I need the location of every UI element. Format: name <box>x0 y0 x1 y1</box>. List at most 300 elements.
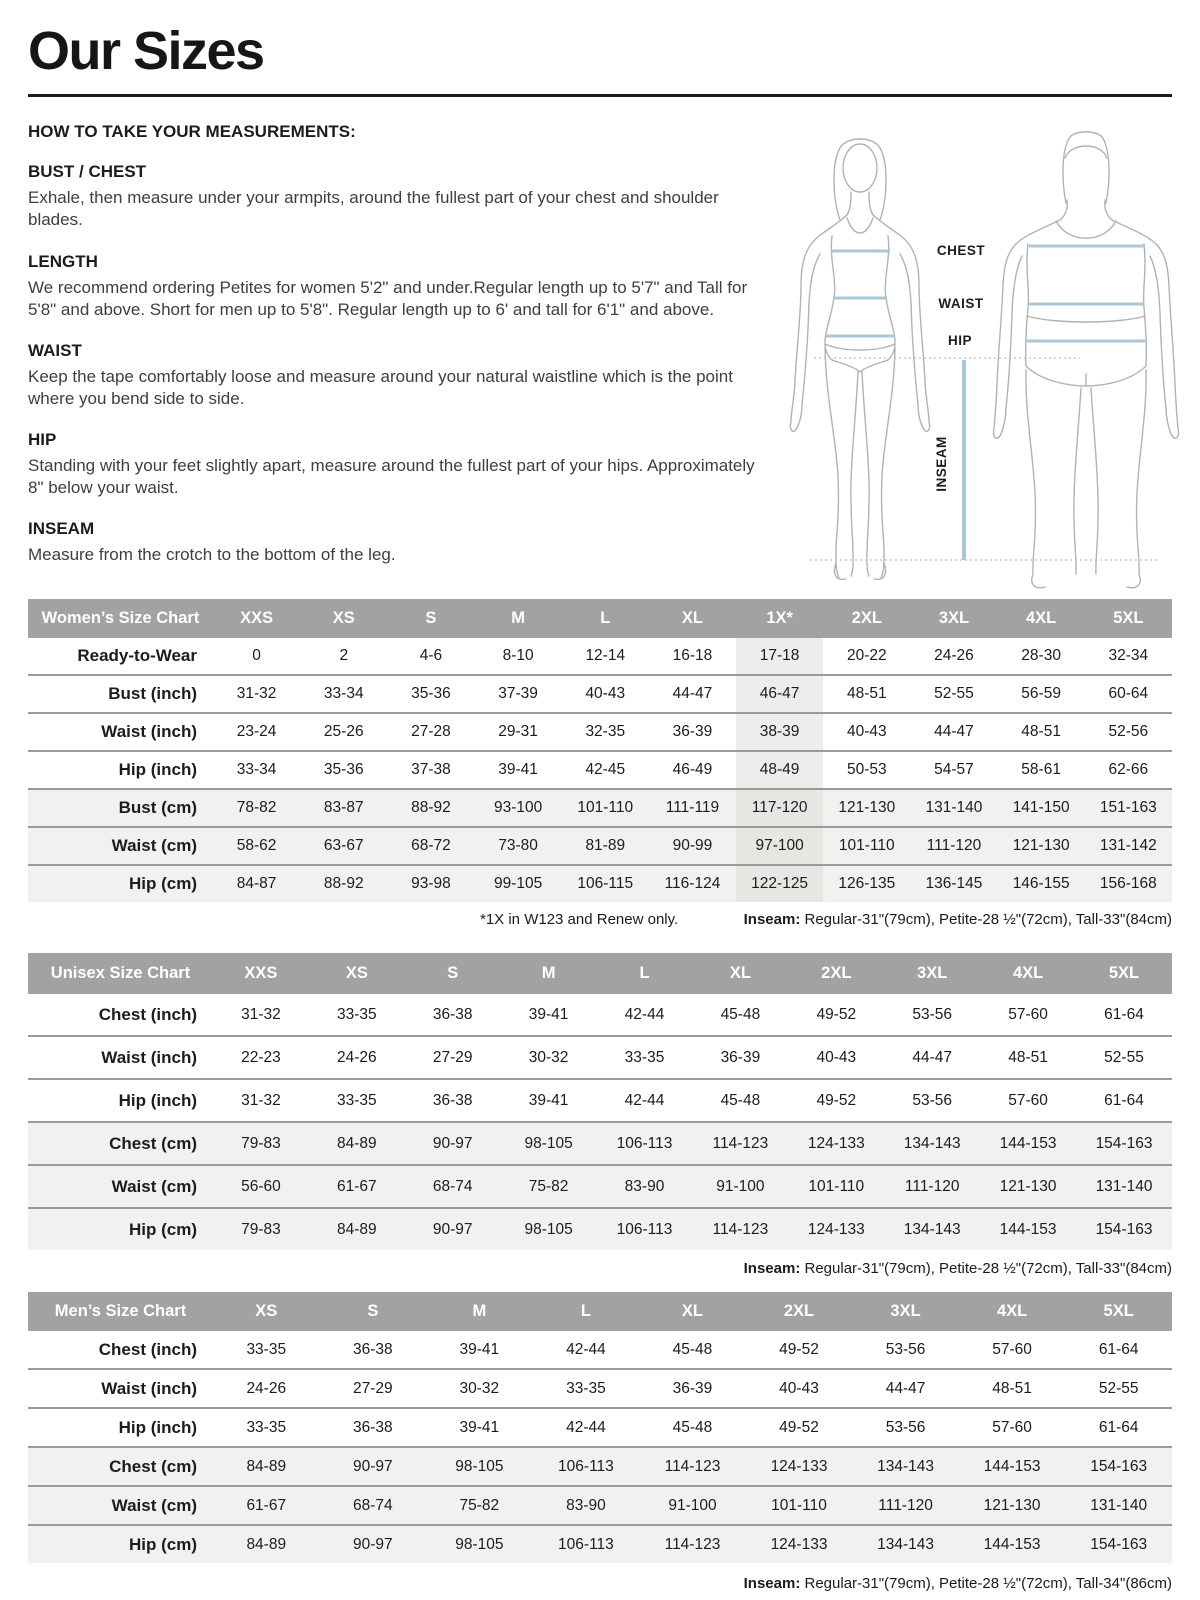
size-table-row <box>28 789 1172 827</box>
size-value-cell: 146-155 <box>998 865 1085 902</box>
size-value-cell: 36-38 <box>405 994 501 1036</box>
size-value-cell: 35-36 <box>300 751 387 789</box>
size-value-cell: 134-143 <box>852 1447 959 1486</box>
size-value-cell: 61-64 <box>1065 1408 1172 1447</box>
size-value-cell: 25-26 <box>300 713 387 751</box>
size-row-label: Hip (cm) <box>28 1525 213 1563</box>
size-value-cell: 53-56 <box>884 994 980 1036</box>
size-value-cell: 131-140 <box>1076 1165 1172 1208</box>
size-value-cell: 121-130 <box>998 827 1085 865</box>
size-value-cell: 28-30 <box>998 638 1085 675</box>
size-value-cell: 46-49 <box>649 751 736 789</box>
size-column-header: 2XL <box>746 1292 853 1331</box>
size-value-cell: 48-51 <box>980 1036 1076 1079</box>
size-value-cell: 31-32 <box>213 994 309 1036</box>
size-value-cell: 56-60 <box>213 1165 309 1208</box>
size-value-cell: 31-32 <box>213 675 300 713</box>
size-column-header: 2XL <box>788 953 884 994</box>
size-value-cell: 53-56 <box>852 1331 959 1369</box>
size-value-cell: 49-52 <box>746 1331 853 1369</box>
size-value-cell: 98-105 <box>426 1525 533 1563</box>
size-table-row <box>28 1036 1172 1079</box>
size-table-row <box>28 1079 1172 1122</box>
size-value-cell: 48-51 <box>959 1369 1066 1408</box>
size-value-cell: 131-142 <box>1085 827 1172 865</box>
size-value-cell: 144-153 <box>959 1447 1066 1486</box>
size-value-cell: 117-120 <box>736 789 823 827</box>
size-value-cell: 98-105 <box>426 1447 533 1486</box>
size-row-label: Waist (cm) <box>28 1165 213 1208</box>
size-value-cell: 154-163 <box>1065 1525 1172 1563</box>
size-row-label: Waist (inch) <box>28 1036 213 1079</box>
size-row-label: Waist (inch) <box>28 713 213 751</box>
size-value-cell: 106-113 <box>597 1208 693 1250</box>
footnote-inseam <box>744 911 1172 928</box>
size-value-cell: 24-26 <box>213 1369 320 1408</box>
size-value-cell: 84-87 <box>213 865 300 902</box>
size-value-cell: 44-47 <box>649 675 736 713</box>
size-value-cell: 106-113 <box>533 1447 640 1486</box>
size-value-cell: 52-55 <box>1076 1036 1172 1079</box>
size-value-cell: 61-64 <box>1076 1079 1172 1122</box>
size-value-cell: 39-41 <box>426 1331 533 1369</box>
size-value-cell: 33-35 <box>309 994 405 1036</box>
footnote-inseam-label: Inseam: <box>743 1260 801 1278</box>
size-column-header: 5XL <box>1085 599 1172 638</box>
size-value-cell: 79-83 <box>213 1208 309 1250</box>
men-size-chart-section <box>28 1292 1172 1592</box>
size-row-label: Bust (inch) <box>28 675 213 713</box>
size-value-cell: 106-113 <box>597 1122 693 1165</box>
size-value-cell: 40-43 <box>746 1369 853 1408</box>
size-row-label: Waist (cm) <box>28 1486 213 1525</box>
size-value-cell: 111-120 <box>852 1486 959 1525</box>
size-value-cell: 78-82 <box>213 789 300 827</box>
woman-outline <box>790 139 929 579</box>
size-column-header: XL <box>649 599 736 638</box>
measurement-figure <box>768 108 1192 590</box>
size-value-cell: 101-110 <box>562 789 649 827</box>
men-size-table <box>28 1292 1172 1563</box>
size-value-cell: 111-119 <box>649 789 736 827</box>
size-value-cell: 49-52 <box>746 1408 853 1447</box>
size-row-label: Hip (inch) <box>28 751 213 789</box>
size-column-header: 3XL <box>852 1292 959 1331</box>
footnote-inseam-text: Regular-31"(79cm), Petite-28 ½"(72cm), Tall-33"(84cm) <box>800 911 1172 929</box>
footnote-inseam-text: Regular-31"(79cm), Petite-28 ½"(72cm), Tall-33"(84cm) <box>800 1260 1172 1278</box>
size-value-cell: 101-110 <box>788 1165 884 1208</box>
size-value-cell: 27-29 <box>405 1036 501 1079</box>
size-value-cell: 37-39 <box>475 675 562 713</box>
size-table-row <box>28 1369 1172 1408</box>
size-value-cell: 24-26 <box>910 638 997 675</box>
size-table-row <box>28 1447 1172 1486</box>
size-value-cell: 42-44 <box>533 1331 640 1369</box>
size-value-cell: 136-145 <box>910 865 997 902</box>
size-value-cell: 126-135 <box>823 865 910 902</box>
size-table-row <box>28 1122 1172 1165</box>
size-value-cell: 151-163 <box>1085 789 1172 827</box>
size-table-row <box>28 994 1172 1036</box>
size-column-header: 3XL <box>884 953 980 994</box>
size-value-cell: 36-39 <box>639 1369 746 1408</box>
size-column-header: 5XL <box>1065 1292 1172 1331</box>
size-value-cell: 134-143 <box>884 1208 980 1250</box>
size-value-cell: 84-89 <box>309 1208 405 1250</box>
chest-label: CHEST <box>936 243 986 258</box>
size-value-cell: 131-140 <box>1065 1486 1172 1525</box>
size-table-row <box>28 638 1172 675</box>
size-value-cell: 52-55 <box>910 675 997 713</box>
size-value-cell: 90-97 <box>320 1525 427 1563</box>
size-column-header: L <box>597 953 693 994</box>
size-row-label: Hip (cm) <box>28 1208 213 1250</box>
size-value-cell: 111-120 <box>884 1165 980 1208</box>
size-value-cell: 84-89 <box>213 1447 320 1486</box>
size-value-cell: 33-35 <box>213 1408 320 1447</box>
size-value-cell: 144-153 <box>959 1525 1066 1563</box>
size-value-cell: 30-32 <box>426 1369 533 1408</box>
size-value-cell: 52-56 <box>1085 713 1172 751</box>
size-value-cell: 154-163 <box>1076 1122 1172 1165</box>
size-value-cell: 141-150 <box>998 789 1085 827</box>
size-row-label: Ready-to-Wear <box>28 638 213 675</box>
size-value-cell: 22-23 <box>213 1036 309 1079</box>
size-value-cell: 134-143 <box>852 1525 959 1563</box>
size-row-label: Chest (cm) <box>28 1447 213 1486</box>
section-heading: INSEAM <box>28 519 95 539</box>
page-title: Our Sizes <box>28 21 264 81</box>
table-header-row <box>28 1292 1172 1331</box>
size-value-cell: 88-92 <box>300 865 387 902</box>
size-value-cell: 114-123 <box>692 1208 788 1250</box>
size-value-cell: 33-34 <box>300 675 387 713</box>
size-value-cell: 32-34 <box>1085 638 1172 675</box>
size-value-cell: 131-140 <box>910 789 997 827</box>
size-value-cell: 57-60 <box>980 1079 1076 1122</box>
size-value-cell: 44-47 <box>852 1369 959 1408</box>
size-column-header: 4XL <box>998 599 1085 638</box>
size-value-cell: 106-113 <box>533 1525 640 1563</box>
size-value-cell: 48-51 <box>823 675 910 713</box>
size-value-cell: 114-123 <box>639 1447 746 1486</box>
size-value-cell: 54-57 <box>910 751 997 789</box>
women-size-chart-section <box>28 599 1172 928</box>
size-value-cell: 36-39 <box>649 713 736 751</box>
section-heading: HIP <box>28 429 57 449</box>
section-body: Measure from the crotch to the bottom of the leg. <box>28 545 396 565</box>
size-value-cell: 61-64 <box>1076 994 1172 1036</box>
size-column-header: XL <box>639 1292 746 1331</box>
size-value-cell: 27-29 <box>320 1369 427 1408</box>
size-column-header: S <box>320 1292 427 1331</box>
size-value-cell: 111-120 <box>910 827 997 865</box>
size-value-cell: 39-41 <box>426 1408 533 1447</box>
size-value-cell: 17-18 <box>736 638 823 675</box>
size-value-cell: 38-39 <box>736 713 823 751</box>
inseam-label: INSEAM <box>934 436 949 492</box>
size-value-cell: 91-100 <box>639 1486 746 1525</box>
size-value-cell: 53-56 <box>852 1408 959 1447</box>
size-value-cell: 101-110 <box>746 1486 853 1525</box>
size-value-cell: 84-89 <box>213 1525 320 1563</box>
size-value-cell: 90-97 <box>405 1122 501 1165</box>
size-value-cell: 124-133 <box>788 1122 884 1165</box>
size-value-cell: 48-51 <box>998 713 1085 751</box>
size-value-cell: 98-105 <box>501 1122 597 1165</box>
size-value-cell: 58-62 <box>213 827 300 865</box>
size-table-row <box>28 1408 1172 1447</box>
table-title-cell: Women’s Size Chart <box>28 599 213 638</box>
size-value-cell: 42-45 <box>562 751 649 789</box>
size-value-cell: 81-89 <box>562 827 649 865</box>
size-value-cell: 33-35 <box>213 1331 320 1369</box>
size-value-cell: 39-41 <box>501 1079 597 1122</box>
section-body: Keep the tape comfortably loose and measure around your natural waistline which is the point where you bend side to side. <box>28 366 733 408</box>
size-value-cell: 68-72 <box>387 827 474 865</box>
size-value-cell: 36-38 <box>405 1079 501 1122</box>
size-value-cell: 101-110 <box>823 827 910 865</box>
size-value-cell: 88-92 <box>387 789 474 827</box>
size-value-cell: 63-67 <box>300 827 387 865</box>
size-value-cell: 33-35 <box>309 1079 405 1122</box>
size-value-cell: 4-6 <box>387 638 474 675</box>
size-value-cell: 83-87 <box>300 789 387 827</box>
body-diagram <box>768 108 1192 590</box>
size-column-header: XS <box>309 953 405 994</box>
size-value-cell: 45-48 <box>639 1331 746 1369</box>
size-column-header: 2XL <box>823 599 910 638</box>
size-value-cell: 31-32 <box>213 1079 309 1122</box>
size-table-row <box>28 675 1172 713</box>
size-value-cell: 124-133 <box>746 1447 853 1486</box>
size-value-cell: 124-133 <box>746 1525 853 1563</box>
size-table-row <box>28 865 1172 902</box>
size-value-cell: 134-143 <box>884 1122 980 1165</box>
size-value-cell: 42-44 <box>533 1408 640 1447</box>
size-value-cell: 73-80 <box>475 827 562 865</box>
size-value-cell: 68-74 <box>320 1486 427 1525</box>
size-value-cell: 46-47 <box>736 675 823 713</box>
size-value-cell: 114-123 <box>692 1122 788 1165</box>
size-value-cell: 40-43 <box>562 675 649 713</box>
size-value-cell: 121-130 <box>980 1165 1076 1208</box>
size-value-cell: 44-47 <box>884 1036 980 1079</box>
footnote-inseam-label: Inseam: <box>743 1575 801 1593</box>
unisex-size-chart-section <box>28 953 1172 1277</box>
size-value-cell: 29-31 <box>475 713 562 751</box>
section-body: We recommend ordering Petites for women 5'2" and under.Regular length up to 5'7" and Tall for 5'8" and above. Short for men up to 5'8". Regular length up to 6' and tall for 6'1" and above. <box>28 277 748 319</box>
size-value-cell: 0 <box>213 638 300 675</box>
size-row-label: Chest (cm) <box>28 1122 213 1165</box>
size-value-cell: 156-168 <box>1085 865 1172 902</box>
size-value-cell: 48-49 <box>736 751 823 789</box>
size-column-header: 4XL <box>959 1292 1066 1331</box>
size-value-cell: 27-28 <box>387 713 474 751</box>
size-value-cell: 40-43 <box>788 1036 884 1079</box>
size-value-cell: 33-35 <box>533 1369 640 1408</box>
size-value-cell: 36-39 <box>692 1036 788 1079</box>
section-heading: BUST / CHEST <box>28 162 147 182</box>
size-value-cell: 42-44 <box>597 994 693 1036</box>
unisex-table-footnote <box>28 1260 1172 1277</box>
size-value-cell: 45-48 <box>639 1408 746 1447</box>
size-value-cell: 83-90 <box>533 1486 640 1525</box>
size-row-label: Hip (inch) <box>28 1079 213 1122</box>
size-value-cell: 79-83 <box>213 1122 309 1165</box>
man-outline <box>994 132 1179 588</box>
size-value-cell: 49-52 <box>788 994 884 1036</box>
size-column-header: XS <box>213 1292 320 1331</box>
size-row-label: Chest (inch) <box>28 994 213 1036</box>
size-value-cell: 33-34 <box>213 751 300 789</box>
size-value-cell: 40-43 <box>823 713 910 751</box>
size-table-row <box>28 751 1172 789</box>
size-value-cell: 39-41 <box>475 751 562 789</box>
size-column-header: S <box>405 953 501 994</box>
size-value-cell: 16-18 <box>649 638 736 675</box>
size-value-cell: 53-56 <box>884 1079 980 1122</box>
size-value-cell: 116-124 <box>649 865 736 902</box>
size-column-header: XXS <box>213 599 300 638</box>
size-table-row <box>28 1486 1172 1525</box>
table-title-cell: Unisex Size Chart <box>28 953 213 994</box>
size-value-cell: 83-90 <box>597 1165 693 1208</box>
size-value-cell: 75-82 <box>426 1486 533 1525</box>
size-column-header: XXS <box>213 953 309 994</box>
women-table-footnote <box>28 911 1172 928</box>
size-row-label: Waist (inch) <box>28 1369 213 1408</box>
size-value-cell: 61-67 <box>309 1165 405 1208</box>
size-value-cell: 61-67 <box>213 1486 320 1525</box>
women-size-table <box>28 599 1172 902</box>
size-column-header: S <box>387 599 474 638</box>
footnote-inseam-label: Inseam: <box>743 911 801 929</box>
size-value-cell: 154-163 <box>1065 1447 1172 1486</box>
size-value-cell: 93-98 <box>387 865 474 902</box>
size-value-cell: 144-153 <box>980 1208 1076 1250</box>
section-body: Standing with your feet slightly apart, measure around the fullest part of your hips. Approximately 8" below your waist. <box>28 455 755 498</box>
waist-label: WAIST <box>938 296 984 311</box>
table-title-cell: Men’s Size Chart <box>28 1292 213 1331</box>
size-value-cell: 57-60 <box>959 1408 1066 1447</box>
size-column-header: XL <box>692 953 788 994</box>
size-column-header: 3XL <box>910 599 997 638</box>
size-column-header: 5XL <box>1076 953 1172 994</box>
size-value-cell: 144-153 <box>980 1122 1076 1165</box>
unisex-size-table <box>28 953 1172 1250</box>
size-column-header: M <box>501 953 597 994</box>
size-value-cell: 20-22 <box>823 638 910 675</box>
size-value-cell: 98-105 <box>501 1208 597 1250</box>
size-value-cell: 8-10 <box>475 638 562 675</box>
size-column-header: M <box>475 599 562 638</box>
size-value-cell: 124-133 <box>788 1208 884 1250</box>
size-value-cell: 42-44 <box>597 1079 693 1122</box>
howto-heading: HOW TO TAKE YOUR MEASUREMENTS: <box>28 122 356 142</box>
size-column-header: M <box>426 1292 533 1331</box>
size-value-cell: 114-123 <box>639 1525 746 1563</box>
size-value-cell: 35-36 <box>387 675 474 713</box>
size-value-cell: 56-59 <box>998 675 1085 713</box>
size-value-cell: 12-14 <box>562 638 649 675</box>
size-column-header: L <box>533 1292 640 1331</box>
size-value-cell: 154-163 <box>1076 1208 1172 1250</box>
size-value-cell: 68-74 <box>405 1165 501 1208</box>
size-table-row <box>28 827 1172 865</box>
size-value-cell: 57-60 <box>980 994 1076 1036</box>
footnote-1x-note: *1X in W123 and Renew only. <box>480 911 679 929</box>
size-value-cell: 58-61 <box>998 751 1085 789</box>
footnote-inseam <box>744 1260 1172 1277</box>
size-row-label: Waist (cm) <box>28 827 213 865</box>
size-value-cell: 52-55 <box>1065 1369 1172 1408</box>
size-value-cell: 75-82 <box>501 1165 597 1208</box>
size-value-cell: 91-100 <box>692 1165 788 1208</box>
size-value-cell: 121-130 <box>959 1486 1066 1525</box>
men-table-footnote <box>28 1575 1172 1592</box>
size-value-cell: 60-64 <box>1085 675 1172 713</box>
title-divider <box>28 94 1172 97</box>
size-value-cell: 45-48 <box>692 994 788 1036</box>
size-value-cell: 57-60 <box>959 1331 1066 1369</box>
size-value-cell: 93-100 <box>475 789 562 827</box>
size-table-row <box>28 1208 1172 1250</box>
size-value-cell: 36-38 <box>320 1331 427 1369</box>
table-header-row <box>28 599 1172 638</box>
size-column-header: XS <box>300 599 387 638</box>
size-value-cell: 90-97 <box>320 1447 427 1486</box>
size-value-cell: 99-105 <box>475 865 562 902</box>
size-value-cell: 44-47 <box>910 713 997 751</box>
size-value-cell: 84-89 <box>309 1122 405 1165</box>
size-value-cell: 39-41 <box>501 994 597 1036</box>
size-column-header: 4XL <box>980 953 1076 994</box>
size-column-header: 1X* <box>736 599 823 638</box>
size-value-cell: 61-64 <box>1065 1331 1172 1369</box>
size-value-cell: 90-97 <box>405 1208 501 1250</box>
size-table-row <box>28 1525 1172 1563</box>
size-value-cell: 106-115 <box>562 865 649 902</box>
size-value-cell: 97-100 <box>736 827 823 865</box>
section-heading: LENGTH <box>28 251 98 271</box>
hip-label: HIP <box>947 333 973 348</box>
size-value-cell: 37-38 <box>387 751 474 789</box>
size-row-label: Hip (inch) <box>28 1408 213 1447</box>
size-value-cell: 2 <box>300 638 387 675</box>
size-value-cell: 62-66 <box>1085 751 1172 789</box>
footnote-inseam-text: Regular-31"(79cm), Petite-28 ½"(72cm), Tall-34"(86cm) <box>800 1575 1172 1593</box>
size-value-cell: 90-99 <box>649 827 736 865</box>
size-row-label: Chest (inch) <box>28 1331 213 1369</box>
size-column-header: L <box>562 599 649 638</box>
size-value-cell: 36-38 <box>320 1408 427 1447</box>
size-value-cell: 122-125 <box>736 865 823 902</box>
size-value-cell: 24-26 <box>309 1036 405 1079</box>
size-value-cell: 45-48 <box>692 1079 788 1122</box>
size-table-row <box>28 1331 1172 1369</box>
size-row-label: Bust (cm) <box>28 789 213 827</box>
size-value-cell: 23-24 <box>213 713 300 751</box>
table-header-row <box>28 953 1172 994</box>
size-value-cell: 50-53 <box>823 751 910 789</box>
section-heading: WAIST <box>28 340 82 360</box>
size-table-row <box>28 1165 1172 1208</box>
size-table-row <box>28 713 1172 751</box>
size-row-label: Hip (cm) <box>28 865 213 902</box>
size-value-cell: 30-32 <box>501 1036 597 1079</box>
size-value-cell: 121-130 <box>823 789 910 827</box>
